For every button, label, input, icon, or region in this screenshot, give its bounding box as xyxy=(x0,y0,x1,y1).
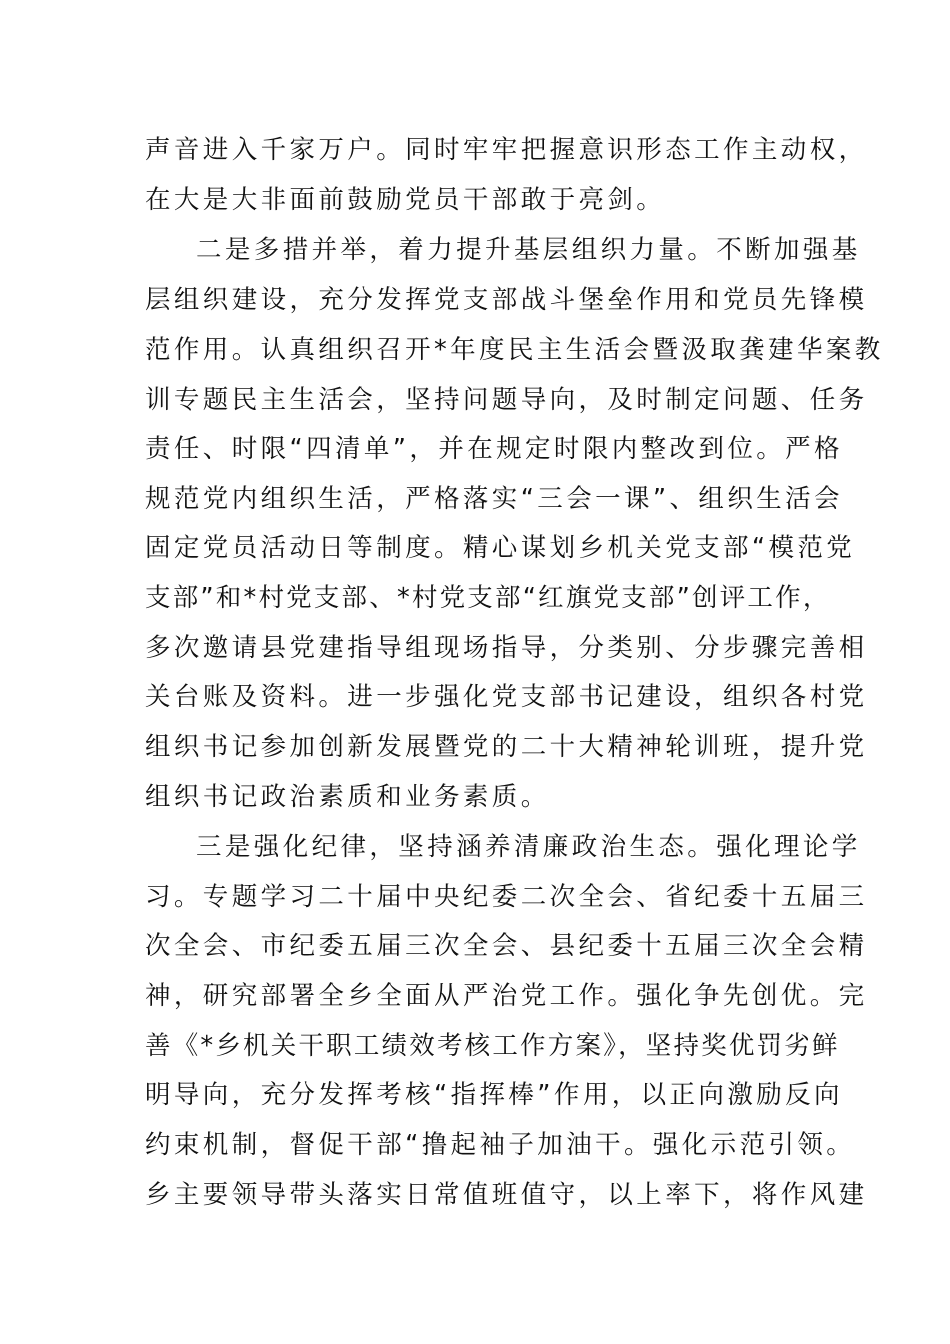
text-line: 支部”和*村党支部、*村党支部“红旗党支部”创评工作， xyxy=(145,583,831,613)
text-line: 固定党员活动日等制度。精心谋划乡机关党支部“模范党 xyxy=(145,533,856,563)
text-line: 声音进入千家万户。同时牢牢把握意识形态工作主动权， xyxy=(145,135,868,165)
text-line: 组织书记政治素质和业务素质。 xyxy=(145,782,550,812)
text-line: 范作用。认真组织召开*年度民主生活会暨汲取龚建华案教 xyxy=(145,335,884,365)
text-line: 关台账及资料。进一步强化党支部书记建设，组织各村党 xyxy=(145,682,868,712)
text-line: 约束机制，督促干部“撸起袖子加油干。强化示范引领。 xyxy=(145,1130,856,1160)
text-line: 组织书记参加创新发展暨党的二十大精神轮训班，提升党 xyxy=(145,732,868,762)
paragraph-start-line: 二是多措并举，着力提升基层组织力量。不断加强基 xyxy=(196,235,861,265)
text-line: 责任、时限“四清单”，并在规定时限内整改到位。严格 xyxy=(145,434,843,464)
text-line: 善《*乡机关干职工绩效考核工作方案》，坚持奖优罚劣鲜 xyxy=(145,1031,840,1061)
paragraph-start-line: 三是强化纪律，坚持涵养清廉政治生态。强化理论学 xyxy=(196,832,861,862)
text-line: 乡主要领导带头落实日常值班值守，以上率下，将作风建 xyxy=(145,1180,868,1210)
text-line: 明导向，充分发挥考核“指挥棒”作用，以正向激励反向 xyxy=(145,1080,843,1110)
text-line: 神，研究部署全乡全面从严治党工作。强化争先创优。完 xyxy=(145,981,868,1011)
text-line: 次全会、市纪委五届三次全会、县纪委十五届三次全会精 xyxy=(145,931,868,961)
text-line: 规范党内组织生活，严格落实“三会一课”、组织生活会 xyxy=(145,484,843,514)
text-line: 训专题民主生活会，坚持问题导向，及时制定问题、任务 xyxy=(145,385,868,415)
text-line: 层组织建设，充分发挥党支部战斗堡垒作用和党员先锋模 xyxy=(145,285,868,315)
text-line: 多次邀请县党建指导组现场指导，分类别、分步骤完善相 xyxy=(145,633,868,663)
text-line: 在大是大非面前鼓励党员干部敢于亮剑。 xyxy=(145,185,666,215)
text-line: 习。专题学习二十届中央纪委二次全会、省纪委十五届三 xyxy=(145,882,868,912)
